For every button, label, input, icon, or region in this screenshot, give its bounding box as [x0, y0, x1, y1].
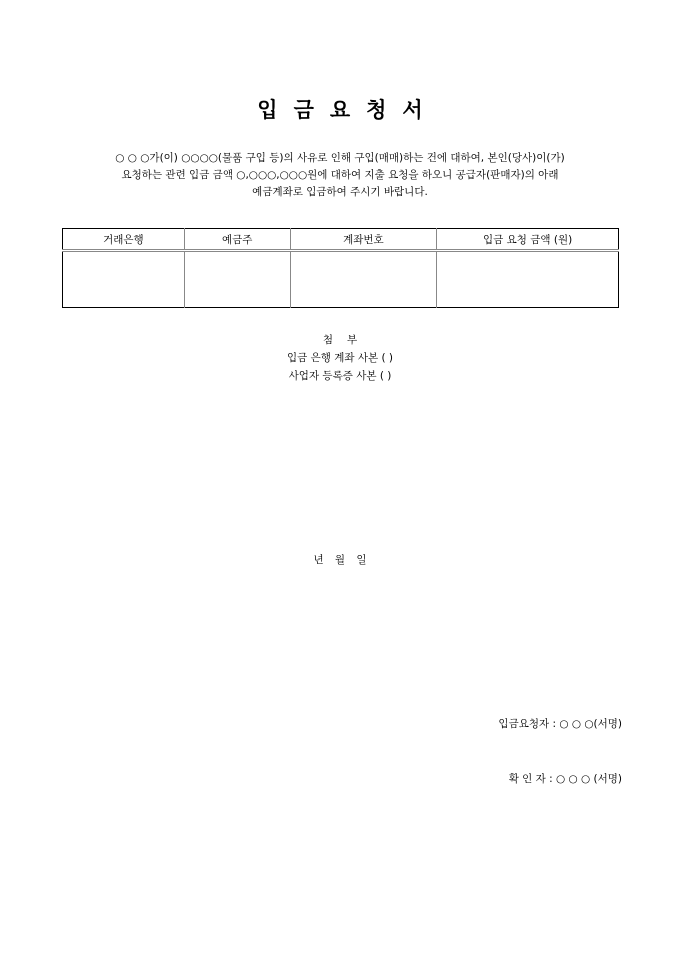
- cell-amount: [437, 251, 619, 308]
- intro-line: 예금계좌로 입금하여 주시기 바랍니다.: [252, 186, 428, 198]
- intro-paragraph: [40, 150, 640, 201]
- intro-line: ○ ○ ○가(이) ○○○○(물품 구입 등)의 사유로 인해 구입(매매)하는 건에 대하여, 본인(당사)이(가): [115, 152, 565, 164]
- attachment-item: 사업자 등록증 사본 ( ): [288, 370, 392, 382]
- attachment-item: 입금 은행 계좌 사본 ( ): [286, 352, 394, 364]
- cell-bank: [63, 251, 185, 308]
- intro-line: 요청하는 관련 입금 금액 ○,○○○,○○○원에 대하여 지출 요청을 하오니 공급자(판매자)의 아래: [121, 169, 559, 181]
- attachments-section: [0, 331, 680, 385]
- cell-account-number: [290, 251, 437, 308]
- header-account-number: 계좌번호: [290, 229, 437, 251]
- header-account-holder: 예금주: [184, 229, 290, 251]
- table-row: [63, 251, 619, 308]
- cell-account-holder: [184, 251, 290, 308]
- account-table: [62, 228, 619, 308]
- requester-signature: 입금요청자 : ○ ○ ○(서명): [498, 718, 622, 730]
- header-amount: 입금 요청 금액 (원): [437, 229, 619, 251]
- confirmer-signature: 확 인 자 : ○ ○ ○ (서명): [508, 773, 622, 785]
- attachments-heading: 첨부: [322, 334, 372, 346]
- date-line: 년 월 일: [313, 554, 367, 566]
- header-bank: 거래은행: [63, 229, 185, 251]
- table-header-row: [63, 229, 619, 251]
- document-title: 입금요청서: [257, 98, 439, 122]
